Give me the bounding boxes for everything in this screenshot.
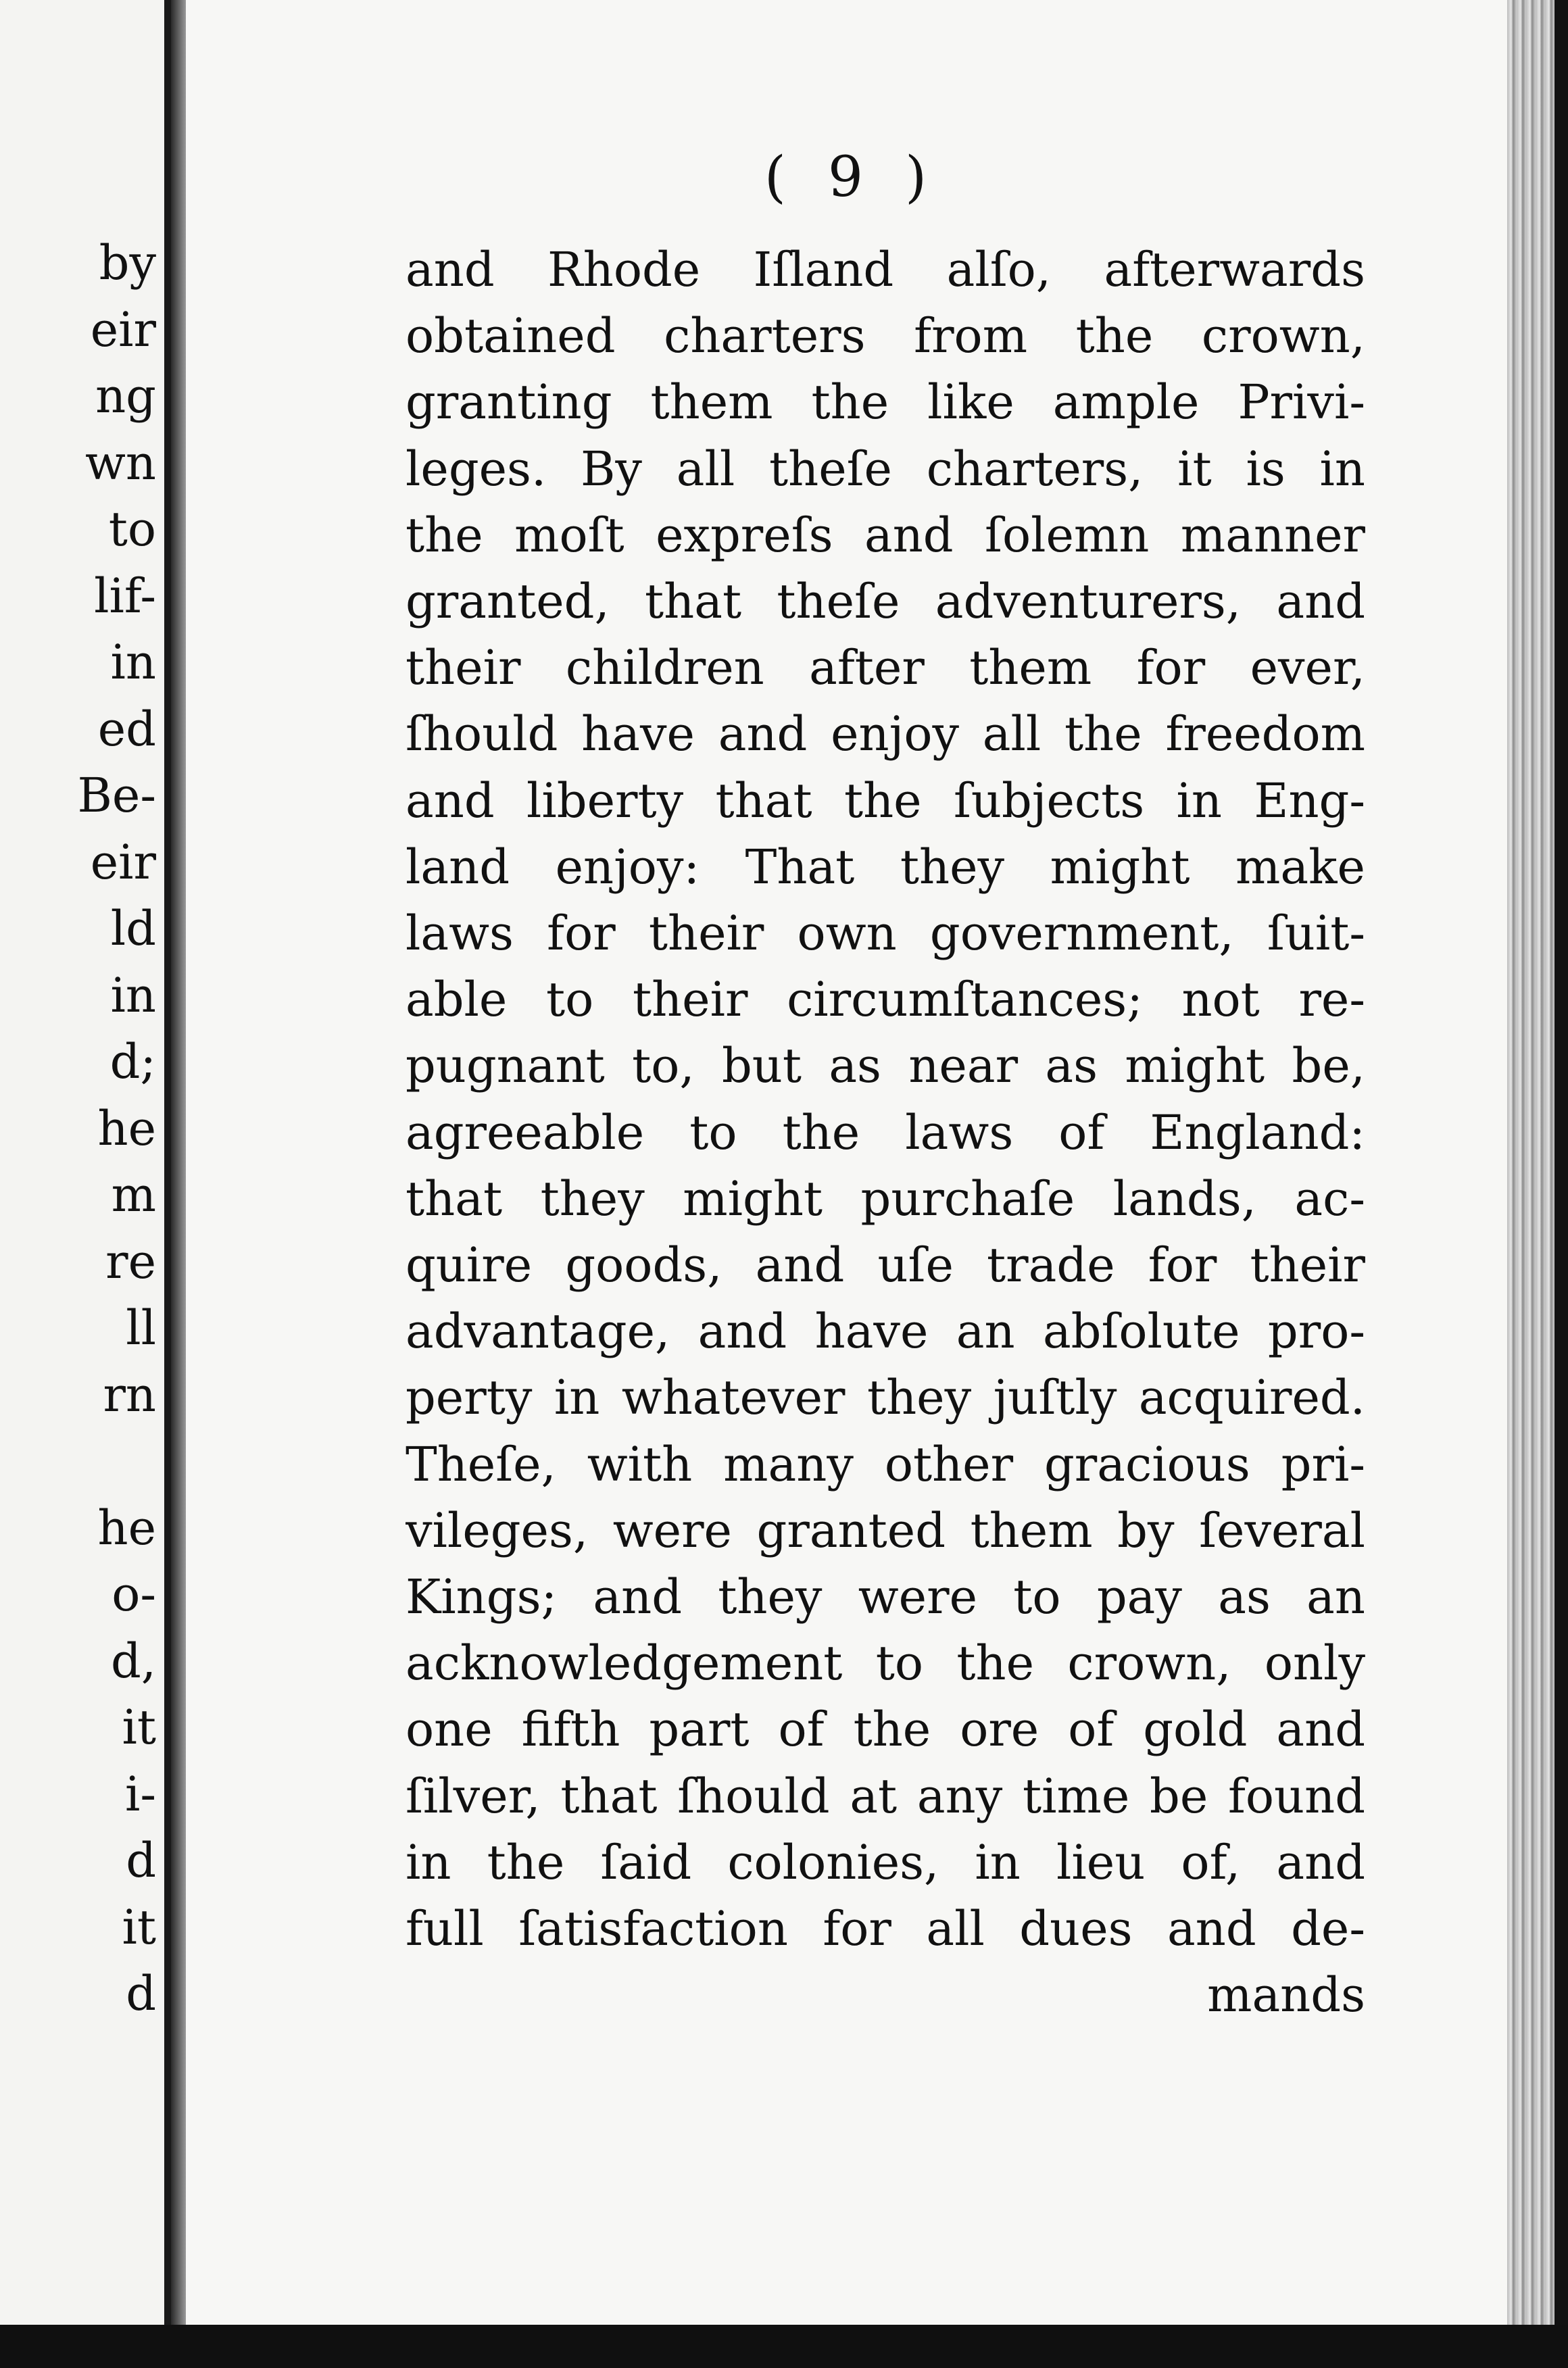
text-line: leges. By all theſe charters, it is in — [406, 441, 1365, 497]
text-line: the moſt expreſs and ſolemn manner — [406, 507, 1365, 563]
left-fragment: re — [105, 1233, 156, 1289]
left-fragment: d — [126, 1966, 156, 2021]
left-fragment: rn — [103, 1366, 156, 1423]
left-fragment: m — [111, 1167, 156, 1223]
left-fragment: to — [108, 501, 156, 557]
text-line: acknowledgement to the crown, only — [406, 1635, 1365, 1692]
text-line: agreeable to the laws of England: — [406, 1104, 1365, 1160]
text-line: perty in whatever they juſtly acquired. — [406, 1370, 1365, 1426]
text-line: Theſe, with many other gracious pri- — [406, 1436, 1365, 1492]
left-fragment: d — [126, 1833, 156, 1888]
text-line: land enjoy: That they might make — [406, 839, 1365, 895]
body-text — [406, 237, 1365, 2028]
text-line: in the ſaid colonies, in lieu of, and — [406, 1834, 1365, 1890]
text-line: able to their circumſtances; not re- — [406, 972, 1365, 1028]
left-fragment: he — [97, 1100, 156, 1156]
left-fragment: Be- — [77, 768, 156, 823]
scan-bottom-border — [0, 2325, 1568, 2368]
left-fragment: eir — [90, 834, 156, 890]
text-line: vileges, were granted them by ſeveral — [406, 1502, 1365, 1558]
text-line: one fifth part of the ore of gold and — [406, 1702, 1365, 1758]
left-fragment: ng — [95, 368, 156, 424]
left-fragment: d, — [110, 1633, 156, 1689]
text-line: mands — [1207, 1967, 1365, 2023]
left-fragment: ld — [110, 901, 156, 956]
left-fragment: eir — [90, 301, 156, 357]
left-fragment: d; — [109, 1034, 156, 1089]
left-page-text-fragments — [77, 230, 156, 2027]
left-fragment — [77, 1428, 156, 1495]
text-line: granting them the like ample Privi- — [406, 374, 1365, 430]
left-fragment: in — [110, 967, 156, 1023]
text-line: and liberty that the ſubjects in Eng- — [406, 772, 1365, 829]
text-line: ſilver, that ſhould at any time be found — [406, 1768, 1365, 1824]
left-fragment: ll — [126, 1300, 156, 1356]
left-fragment: by — [99, 235, 156, 291]
text-line: granted, that theſe adventurers, and — [406, 574, 1365, 630]
left-fragment: in — [110, 635, 156, 690]
left-fragment: wn — [85, 435, 156, 491]
text-line: and Rhode Iſland alſo, afterwards — [406, 242, 1365, 297]
text-line: their children after them for ever, — [406, 640, 1365, 696]
left-fragment: i- — [124, 1766, 156, 1822]
text-line: advantage, and have an abſolute pro- — [406, 1304, 1365, 1360]
text-line: Kings; and they were to pay as an — [406, 1569, 1365, 1625]
text-line: obtained charters from the crown, — [406, 308, 1365, 364]
left-fragment: ed — [97, 701, 156, 757]
facing-page-left — [0, 0, 171, 2325]
text-line: full ſatisfaction for all dues and de- — [406, 1901, 1365, 1957]
left-fragment: it — [122, 1700, 156, 1755]
text-line: pugnant to, but as near as might be, — [406, 1038, 1365, 1094]
book-gutter — [171, 0, 186, 2325]
page-edge — [1507, 0, 1554, 2338]
left-fragment: he — [97, 1500, 156, 1556]
page-number: ( 9 ) — [764, 145, 939, 209]
text-line: that they might purchaſe lands, ac- — [406, 1170, 1365, 1227]
left-fragment: it — [122, 1899, 156, 1955]
text-line: quire goods, and uſe trade for their — [406, 1237, 1365, 1293]
text-line: laws for their own government, ſuit- — [406, 906, 1365, 962]
left-fragment: o- — [112, 1567, 156, 1622]
left-fragment: lif- — [94, 568, 156, 624]
text-line: ſhould have and enjoy all the freedom — [406, 706, 1365, 762]
